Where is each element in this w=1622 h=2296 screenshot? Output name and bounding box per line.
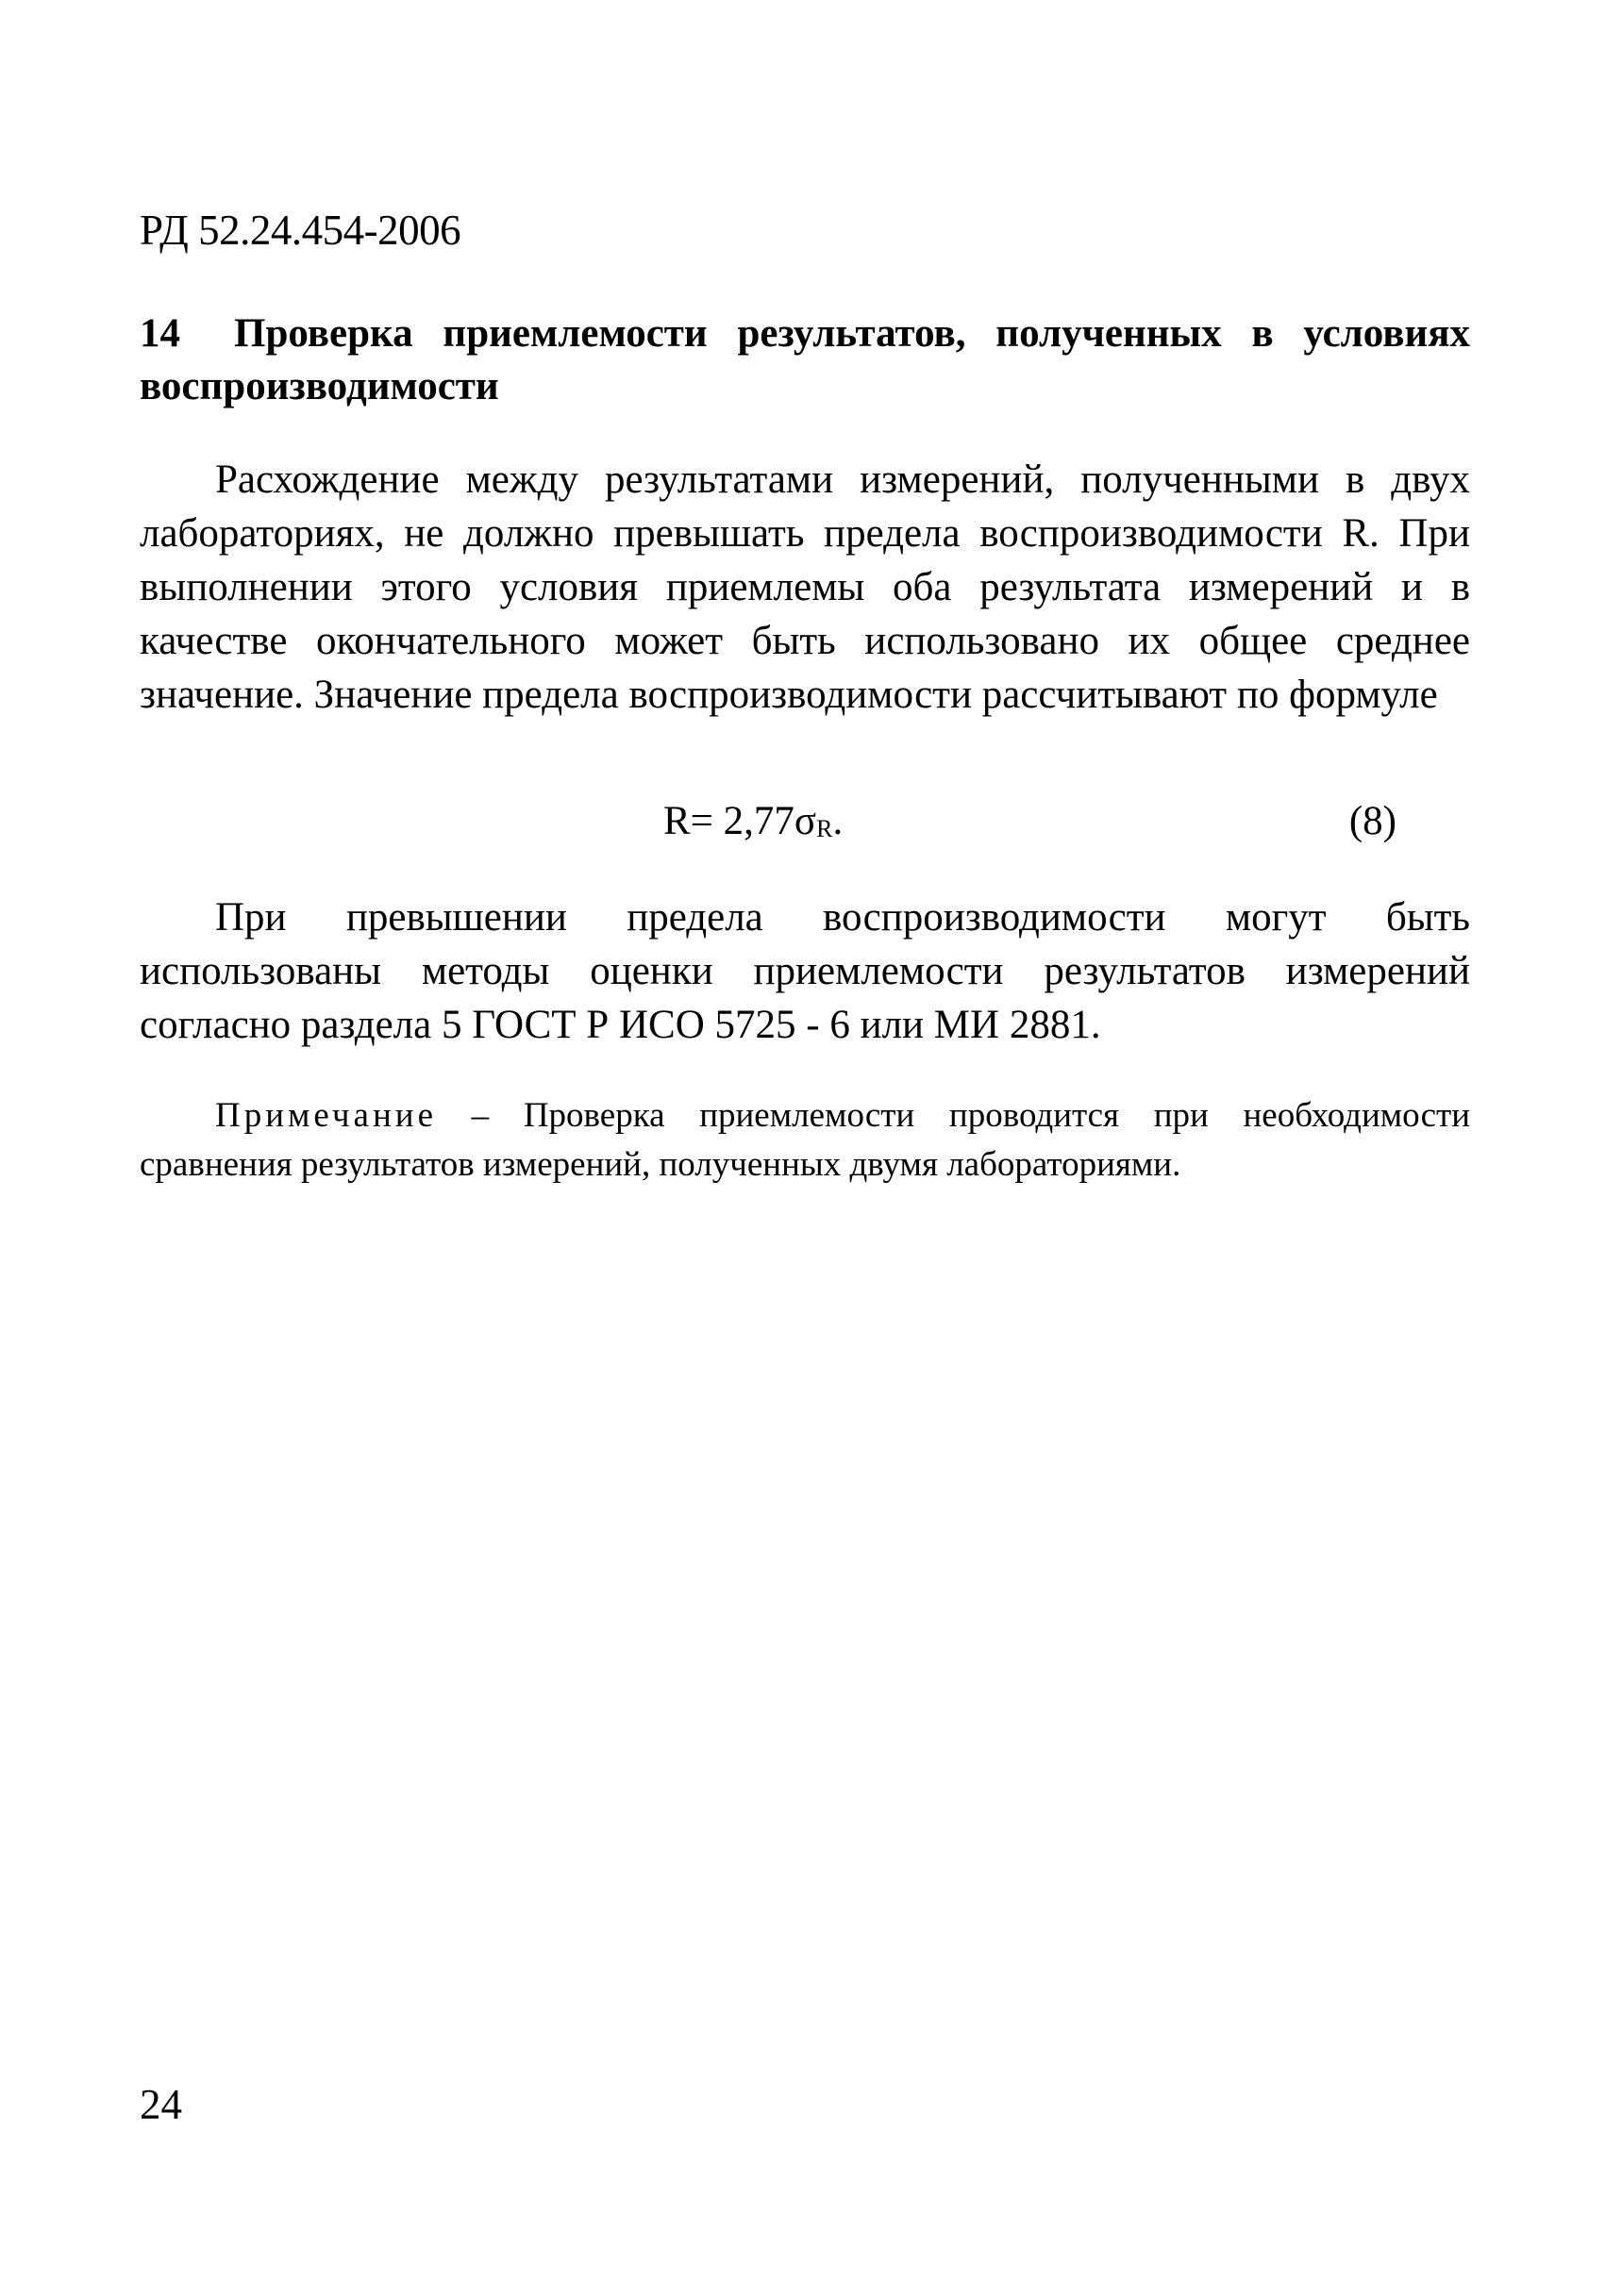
paragraph-exceeding-limit: При превышении предела воспроизводимости могут быть использованы методы оценки приемлемости результатов измерений согласно раздела 5 ГОСТ Р ИСО 5725 - 6 или МИ 2881. <box>140 895 1470 1047</box>
formula-subscript: R <box>816 815 833 842</box>
formula-expression: R= 2,77σ <box>663 799 817 843</box>
document-code: РД 52.24.454-2006 <box>140 207 461 254</box>
formula-end: . <box>832 799 844 843</box>
note-label: Примечание <box>215 1096 437 1135</box>
paragraph-reproducibility-limit: Расхождение между результатами измерений, полученными в двух лабораториях, не должно превышать предела воспроизводимости R. При выполнении этого условия приемлемы оба результата измерений и в качестве окончательного может быть использовано их общее среднее значение. Значение предела воспроизводимости рассчитывают по формуле <box>140 458 1470 717</box>
formula-row <box>140 798 1470 855</box>
section-title: Проверка приемлемости результатов, полученных в условиях воспроизводимости <box>140 311 1470 408</box>
page-number: 24 <box>140 2081 182 2128</box>
section-heading <box>140 308 1470 413</box>
note <box>140 1091 1470 1190</box>
section-number: 14 <box>140 311 180 356</box>
note-text: – Проверка приемлемости проводится при необходимости сравнения результатов измерений, полученных двумя лабораториями. <box>140 1096 1470 1184</box>
formula <box>663 798 843 844</box>
formula-number: (8) <box>1348 799 1396 843</box>
